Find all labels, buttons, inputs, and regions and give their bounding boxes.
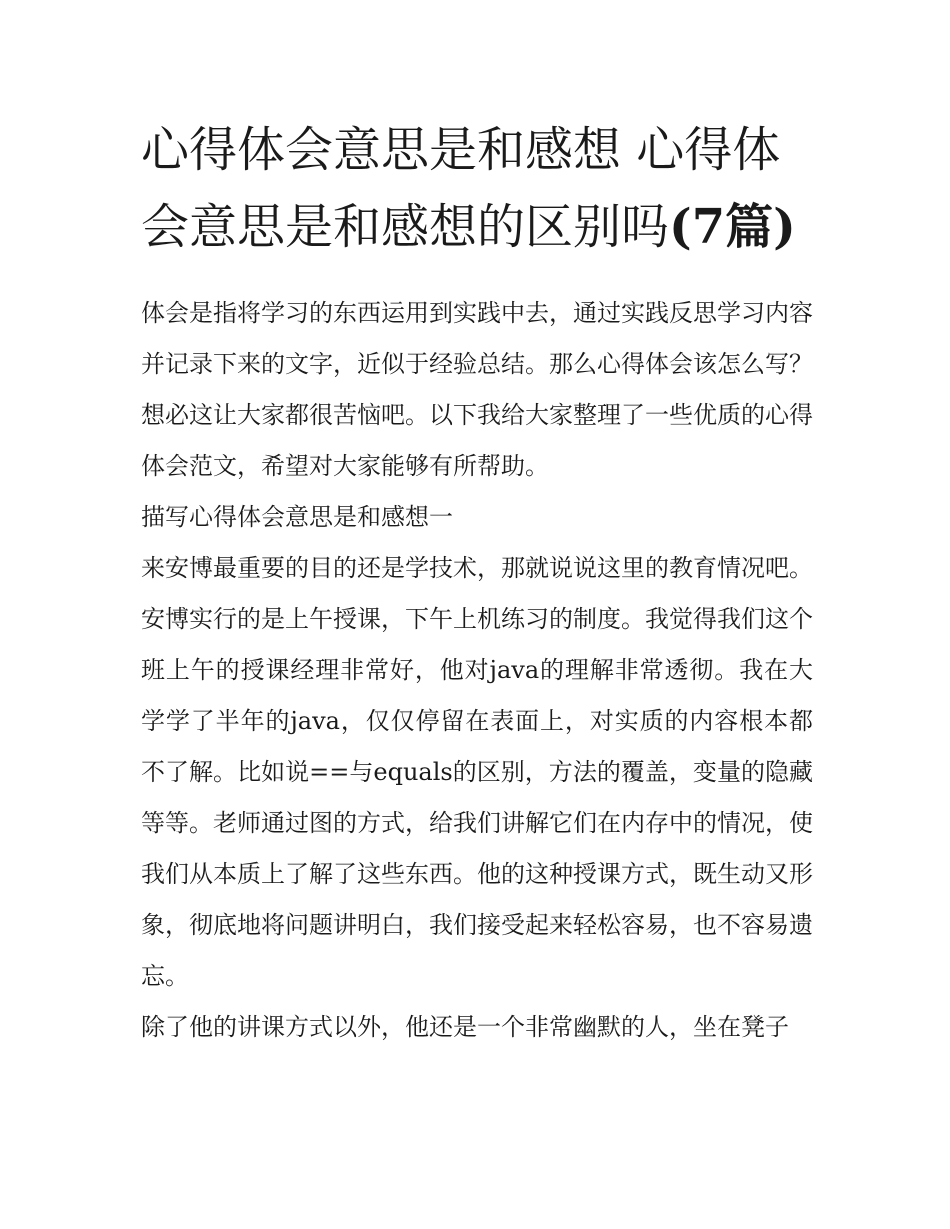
title-suffix-text: (7篇) (669, 199, 796, 255)
document-page (141, 112, 813, 1053)
title-main-text: 心得体会意思是和感想 心得体会意思是和感想的区别吗 (141, 122, 781, 255)
body-paragraph-2: 除了他的讲课方式以外，他还是一个非常幽默的人，坐在凳子 (141, 1013, 789, 1041)
document-title (141, 112, 813, 266)
intro-paragraph: 体会是指将学习的东西运用到实践中去，通过实践反思学习内容并记录下来的文字，近似于经验总结。那么心得体会该怎么写？想必这让大家都很苦恼吧。以下我给大家整理了一些优质的心得体会范文，希望对大家能够有所帮助。 (141, 299, 813, 480)
section-heading: 描写心得体会意思是和感想一 (141, 503, 453, 531)
body-paragraph-1: 来安博最重要的目的还是学技术，那就说说这里的教育情况吧。安博实行的是上午授课，下午上机练习的制度。我觉得我们这个班上午的授课经理非常好，他对java的理解非常透彻。我在大学学了半年的java，仅仅停留在表面上，对实质的内容根本都不了解。比如说==与equals的区别，方法的覆盖，变量的隐藏等等。老师通过图的方式，给我们讲解它们在内存中的情况，使我们从本质上了解了这些东西。他的这种授课方式，既生动又形象，彻底地将问题讲明白，我们接受起来轻松容易，也不容易遗忘。 (141, 554, 813, 990)
